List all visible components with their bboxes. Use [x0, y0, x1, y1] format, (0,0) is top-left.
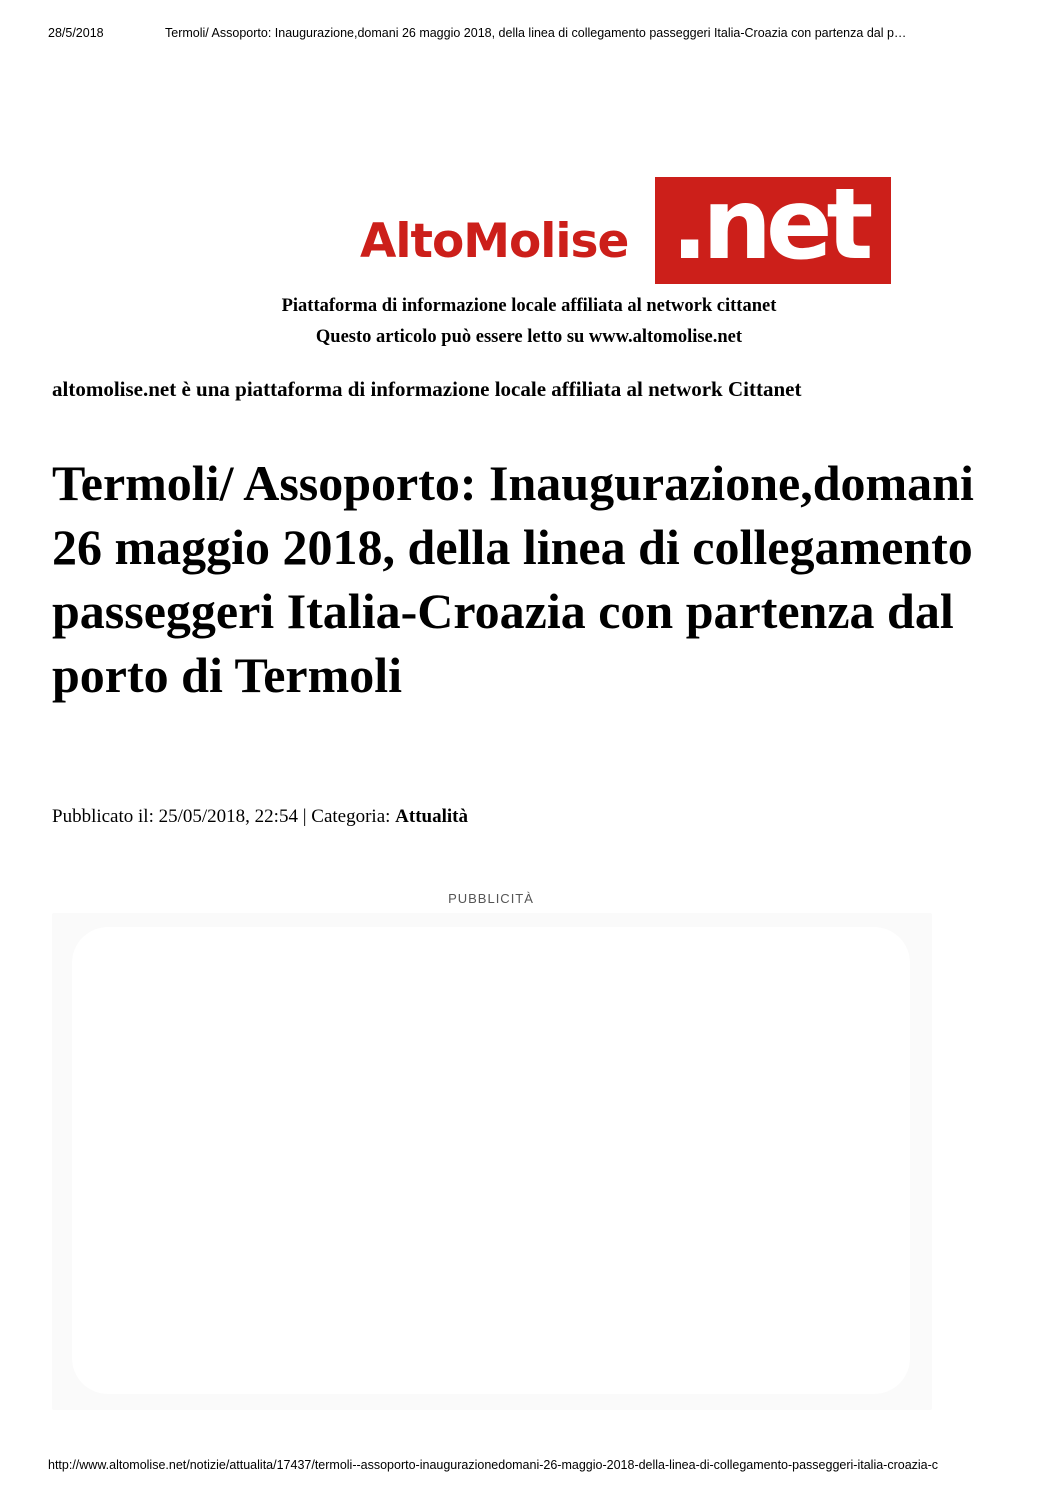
logo-text-net: .net: [671, 168, 868, 282]
article-title: Termoli/ Assoporto: Inaugurazione,domani 26 maggio 2018, della linea di collegamento passeggeri Italia-Croazia con partenza dal porto di Termoli: [52, 455, 974, 703]
site-intro: altomolise.net è una piattaforma di informazione locale affiliata al network Cittanet: [52, 377, 802, 401]
print-footer-url: http://www.altomolise.net/notizie/attualita/17437/termoli--assoporto-inaugurazionedomani-26-maggio-2018-della-linea-di-collegamento-passeggeri-italia-croazia-c: [48, 1458, 939, 1472]
ad-label: PUBBLICITÀ: [448, 891, 534, 906]
affiliation-line-1: Piattaforma di informazione locale affiliata al network cittanet: [281, 296, 777, 316]
print-date: 28/5/2018: [48, 26, 104, 40]
print-page-title: Termoli/ Assoporto: Inaugurazione,domani 26 maggio 2018, della linea di collegamento passeggeri Italia-Croazia con partenza dal p…: [165, 26, 907, 40]
logo-text-altomolise: AltoMolise: [360, 214, 629, 269]
print-header: [48, 26, 1018, 44]
affiliation-line-2: Questo articolo può essere letto su www.altomolise.net: [315, 327, 743, 347]
category-label: Categoria:: [311, 806, 391, 827]
meta-separator: |: [302, 806, 307, 827]
category-link[interactable]: Attualità: [395, 806, 468, 827]
published-label: Pubblicato il:: [52, 806, 154, 827]
article-meta: [52, 806, 468, 828]
logo-net-box: [655, 168, 891, 284]
ad-slot[interactable]: [52, 913, 932, 1410]
site-logo[interactable]: [360, 168, 892, 286]
published-date: 25/05/2018, 22:54: [158, 806, 298, 827]
ad-slot-inner: [72, 927, 910, 1394]
